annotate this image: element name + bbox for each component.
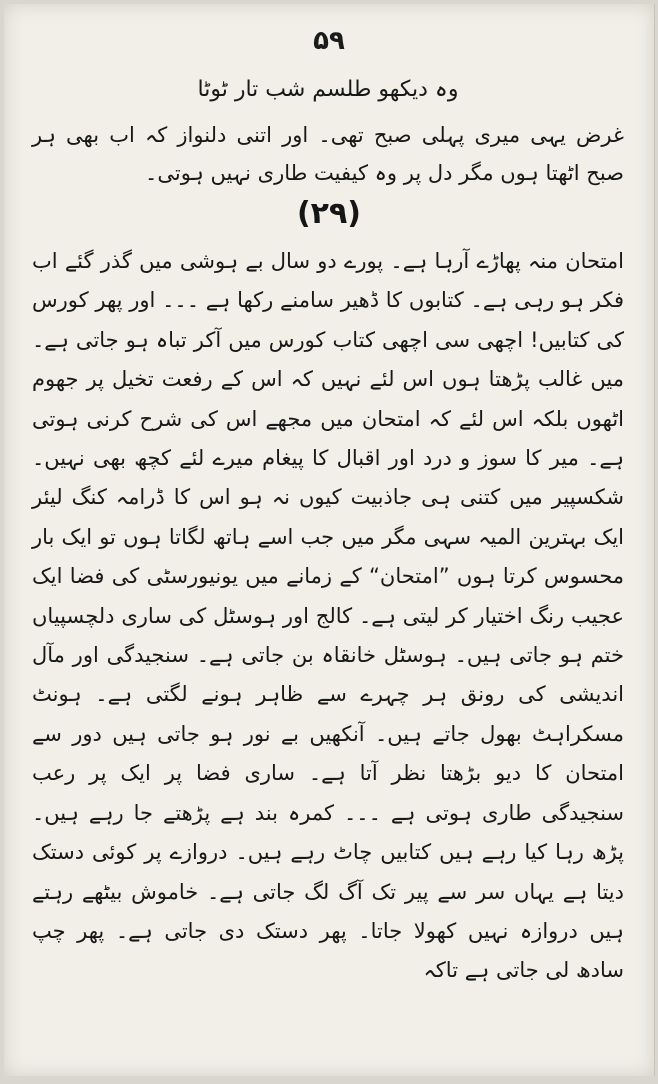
closing-paragraph: غرض یہی میری پہلی صبح تھی۔ اور اتنی دلنواز کہ اب بھی ہر صبح اٹھتا ہوں مگر دل پر وہ کیفیت طاری نہیں ہوتی۔ xyxy=(32,123,624,185)
body-text: امتحان منہ پھاڑے آرہا ہے۔ پورے دو سال بے ہوشی میں گذر گئے اب فکر ہو رہی ہے۔ کتابوں کا ڈھیر سامنے رکھا ہے ۔۔۔ اور پھر کورس کی کتابیں! اچھی سی اچھی کتاب کورس میں آکر تباہ ہو جاتی ہے۔ میں غالب پڑھتا ہوں اس لئے نہیں کہ اس کے رفعت تخیل پر جھوم اٹھوں بلکہ اس لئے کہ امتحان میں مجھے اس کی شرح کرنی ہوتی ہے۔ میر کا سوز و درد اور اقبال کا پیغام میرے لئے کچھ بھی نہیں۔ شکسپیر میں کتنی ہی جاذبیت کیوں نہ ہو اس کا ڈرامہ کنگ لیئر ایک بہترین المیہ سہی مگر میں جب اسے ہاتھ لگاتا ہوں تو ایک بار محسوس کرتا ہوں ”امتحان“ کے زمانے میں یونیورسٹی کی فضا ایک عجیب رنگ اختیار کر لیتی ہے۔ کالج اور ہوسٹل کی ساری دلچسپیاں ختم ہو جاتی ہیں۔ ہوسٹل خانقاہ بن جاتی ہے۔ سنجیدگی اور مآل اندیشی کی رونق ہر چہرے سے ظاہر ہونے لگتی ہے۔ ہونٹ مسکراہٹ بھول جاتے ہیں۔ آنکھیں بے نور ہو جاتی ہیں دور سے امتحان کا دیو بڑھتا نظر آتا ہے۔ ساری فضا پر ایک پر رعب سنجیدگی طاری ہوتی ہے ۔۔۔ کمرہ بند ہے پڑھتے جا رہے ہیں۔ پڑھ رہا کیا رہے ہیں کتابیں چاٹ رہے ہیں۔ دروازے پر کوئی دستک دیتا ہے یہاں سر سے پیر تک آگ لگ جاتی ہے۔ خاموش بیٹھے رہتے ہیں دروازہ نہیں کھولا جاتا۔ پھر دستک دی جاتی ہے۔ پھر چپ سادھ لی جاتی ہے تاکہ xyxy=(32,249,624,983)
book-page xyxy=(4,4,655,1076)
section-number: (۲۹) xyxy=(296,196,362,231)
page-number: ۵۹ xyxy=(313,26,345,56)
body-paragraph xyxy=(32,242,624,991)
verse-line: وہ دیکھو طلسم شب تار ٹوٹا xyxy=(197,77,459,102)
